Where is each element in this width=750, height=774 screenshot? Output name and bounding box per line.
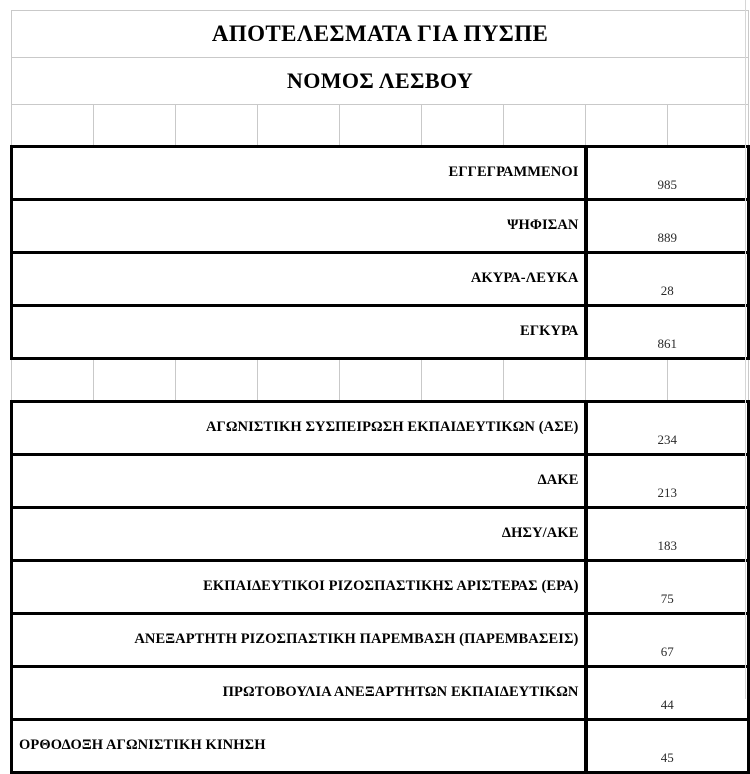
summary-label: ΑΚΥΡΑ-ΛΕΥΚΑ <box>12 253 586 306</box>
party-value: 234 <box>586 402 749 455</box>
spacer-cell <box>94 105 176 147</box>
spacer-cell <box>258 105 340 147</box>
document-title-secondary: ΝΟΜΟΣ ΛΕΣΒΟΥ <box>12 58 749 105</box>
party-label: ΑΝΕΞΑΡΤΗΤΗ ΡΙΖΟΣΠΑΣΤΙΚΗ ΠΑΡΕΜΒΑΣΗ (ΠΑΡΕΜΒΑΣΕΙΣ) <box>12 614 586 667</box>
spacer-cell <box>422 359 504 402</box>
party-label: ΔΑΚΕ <box>12 455 586 508</box>
spacer-cell <box>586 359 668 402</box>
table-row <box>12 720 749 773</box>
table-row <box>12 402 749 455</box>
results-table <box>10 10 750 774</box>
spacer-row-top <box>12 105 749 147</box>
summary-label: ΨΗΦΙΣΑΝ <box>12 200 586 253</box>
spacer-cell <box>586 105 668 147</box>
table-row <box>12 147 749 200</box>
spacer-cell <box>176 359 258 402</box>
summary-label: ΕΓΚΥΡΑ <box>12 306 586 359</box>
title-row-secondary <box>12 58 749 105</box>
party-label: ΔΗΣΥ/ΑΚΕ <box>12 508 586 561</box>
table-row <box>12 614 749 667</box>
spacer-cell <box>504 359 586 402</box>
spacer-cell <box>12 359 94 402</box>
table-row <box>12 253 749 306</box>
spacer-cell <box>422 105 504 147</box>
spacer-cell <box>668 105 749 147</box>
party-value: 44 <box>586 667 749 720</box>
spacer-cell <box>258 359 340 402</box>
table-row <box>12 200 749 253</box>
title-row-primary <box>12 11 749 58</box>
table-row <box>12 508 749 561</box>
party-label: ΠΡΩΤΟΒΟΥΛΙΑ ΑΝΕΞΑΡΤΗΤΩΝ ΕΚΠΑΙΔΕΥΤΙΚΩΝ <box>12 667 586 720</box>
party-value: 45 <box>586 720 749 773</box>
summary-value: 861 <box>586 306 749 359</box>
table-row <box>12 455 749 508</box>
party-value: 183 <box>586 508 749 561</box>
summary-value: 28 <box>586 253 749 306</box>
party-label: ΕΚΠΑΙΔΕΥΤΙΚΟΙ ΡΙΖΟΣΠΑΣΤΙΚΗΣ ΑΡΙΣΤΕΡΑΣ (ΕΡΑ) <box>12 561 586 614</box>
sheet-gridline-right <box>745 0 746 699</box>
spacer-cell <box>340 105 422 147</box>
table-row <box>12 306 749 359</box>
party-value: 67 <box>586 614 749 667</box>
spacer-row-middle <box>12 359 749 402</box>
table-row <box>12 561 749 614</box>
spacer-cell <box>340 359 422 402</box>
spacer-cell <box>668 359 749 402</box>
spacer-cell <box>176 105 258 147</box>
party-value: 75 <box>586 561 749 614</box>
document-title-primary: ΑΠΟΤΕΛΕΣΜΑΤΑ ΓΙΑ ΠΥΣΠΕ <box>12 11 749 58</box>
spacer-cell <box>94 359 176 402</box>
summary-value: 889 <box>586 200 749 253</box>
party-value: 213 <box>586 455 749 508</box>
summary-value: 985 <box>586 147 749 200</box>
table-row <box>12 667 749 720</box>
summary-label: ΕΓΓΕΓΡΑΜΜΕΝΟΙ <box>12 147 586 200</box>
spacer-cell <box>504 105 586 147</box>
spacer-cell <box>12 105 94 147</box>
party-label: ΑΓΩΝΙΣΤΙΚΗ ΣΥΣΠΕΙΡΩΣΗ ΕΚΠΑΙΔΕΥΤΙΚΩΝ (ΑΣΕ) <box>12 402 586 455</box>
party-label: ΟΡΘΟΔΟΞΗ ΑΓΩΝΙΣΤΙΚΗ ΚΙΝΗΣΗ <box>12 720 586 773</box>
